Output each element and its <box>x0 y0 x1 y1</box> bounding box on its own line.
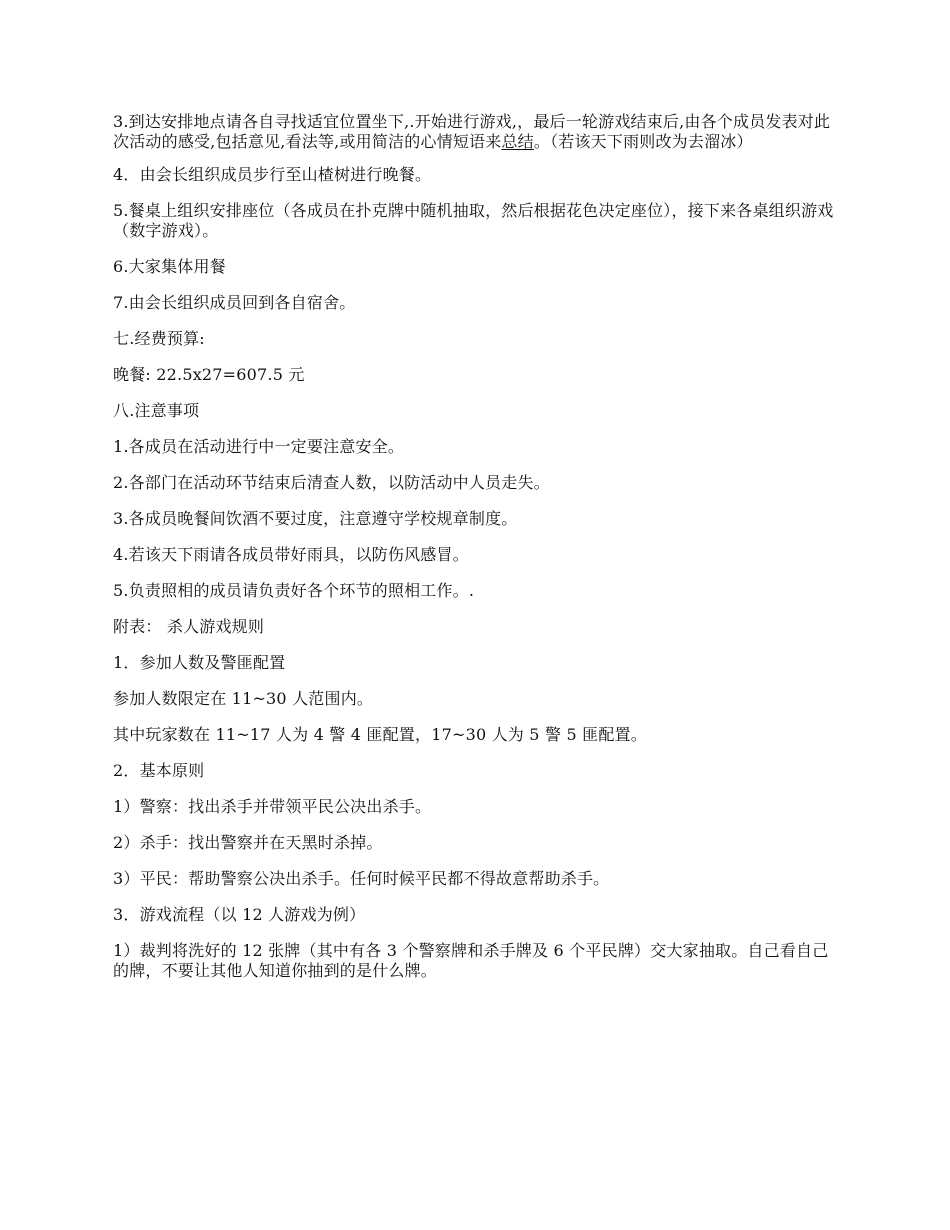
paragraph-principle-civilian: 3）平民：帮助警察公决出杀手。任何时候平民都不得故意帮助杀手。 <box>113 869 610 888</box>
paragraph-player-limit: 参加人数限定在 11~30 人范围内。 <box>113 689 374 708</box>
paragraph-text: 3.到达安排地点请各自寻找适宜位置坐下,.开始进行游戏,，最后一轮游戏结束后,由各个成员发表对此次活动的感受,包括意见,看法等,或用简洁的心情短语来 <box>113 112 831 151</box>
section-heading-appendix: 附表： 杀人游戏规则 <box>113 617 265 636</box>
underlined-word-summary: 总结 <box>501 132 534 151</box>
subheading-players: 1．参加人数及警匪配置 <box>113 653 286 672</box>
paragraph-note-3: 3.各成员晚餐间饮酒不要过度，注意遵守学校规章制度。 <box>113 509 518 528</box>
paragraph-activity-step-7: 7.由会长组织成员回到各自宿舍。 <box>113 293 356 312</box>
paragraph-activity-step-6: 6.大家集体用餐 <box>113 257 226 276</box>
paragraph-activity-step-5: 5.餐桌上组织安排座位（各成员在扑克牌中随机抽取，然后根据花色决定座位），接下来各桌组织游戏 （数字游戏）。 <box>113 201 834 240</box>
section-heading-budget: 七.经费预算: <box>113 329 205 348</box>
paragraph-activity-step-3 <box>113 112 838 152</box>
subheading-game-flow: 3．游戏流程（以 12 人游戏为例） <box>113 905 366 924</box>
paragraph-budget-dinner: 晚餐: 22.5x27=607.5 元 <box>113 365 305 384</box>
paragraph-game-flow-1: 1）裁判将洗好的 12 张牌（其中有各 3 个警察牌和杀手牌及 6 个平民牌）交大家抽取。自己看自己的牌，不要让其他人知道你抽到的是什么牌。 <box>113 941 829 980</box>
section-heading-notes: 八.注意事项 <box>113 401 200 420</box>
document-body <box>113 112 838 997</box>
paragraph-principle-police: 1）警察：找出杀手并带领平民公决出杀手。 <box>113 797 432 816</box>
paragraph-note-2: 2.各部门在活动环节结束后清查人数，以防活动中人员走失。 <box>113 473 550 492</box>
paragraph-note-4: 4.若该天下雨请各成员带好雨具，以防伤风感冒。 <box>113 545 469 564</box>
paragraph-activity-step-4: 4．由会长组织成员步行至山楂树进行晚餐。 <box>113 165 432 184</box>
paragraph-text: 。（若该天下雨则改为去溜冰） <box>533 132 753 151</box>
subheading-principles: 2．基本原则 <box>113 761 205 780</box>
paragraph-note-1: 1.各成员在活动进行中一定要注意安全。 <box>113 437 405 456</box>
paragraph-principle-killer: 2）杀手：找出警察并在天黑时杀掉。 <box>113 833 383 852</box>
paragraph-player-config: 其中玩家数在 11~17 人为 4 警 4 匪配置，17~30 人为 5 警 5 匪配置。 <box>113 725 647 744</box>
paragraph-note-5: 5.负责照相的成员请负责好各个环节的照相工作。. <box>113 581 475 600</box>
